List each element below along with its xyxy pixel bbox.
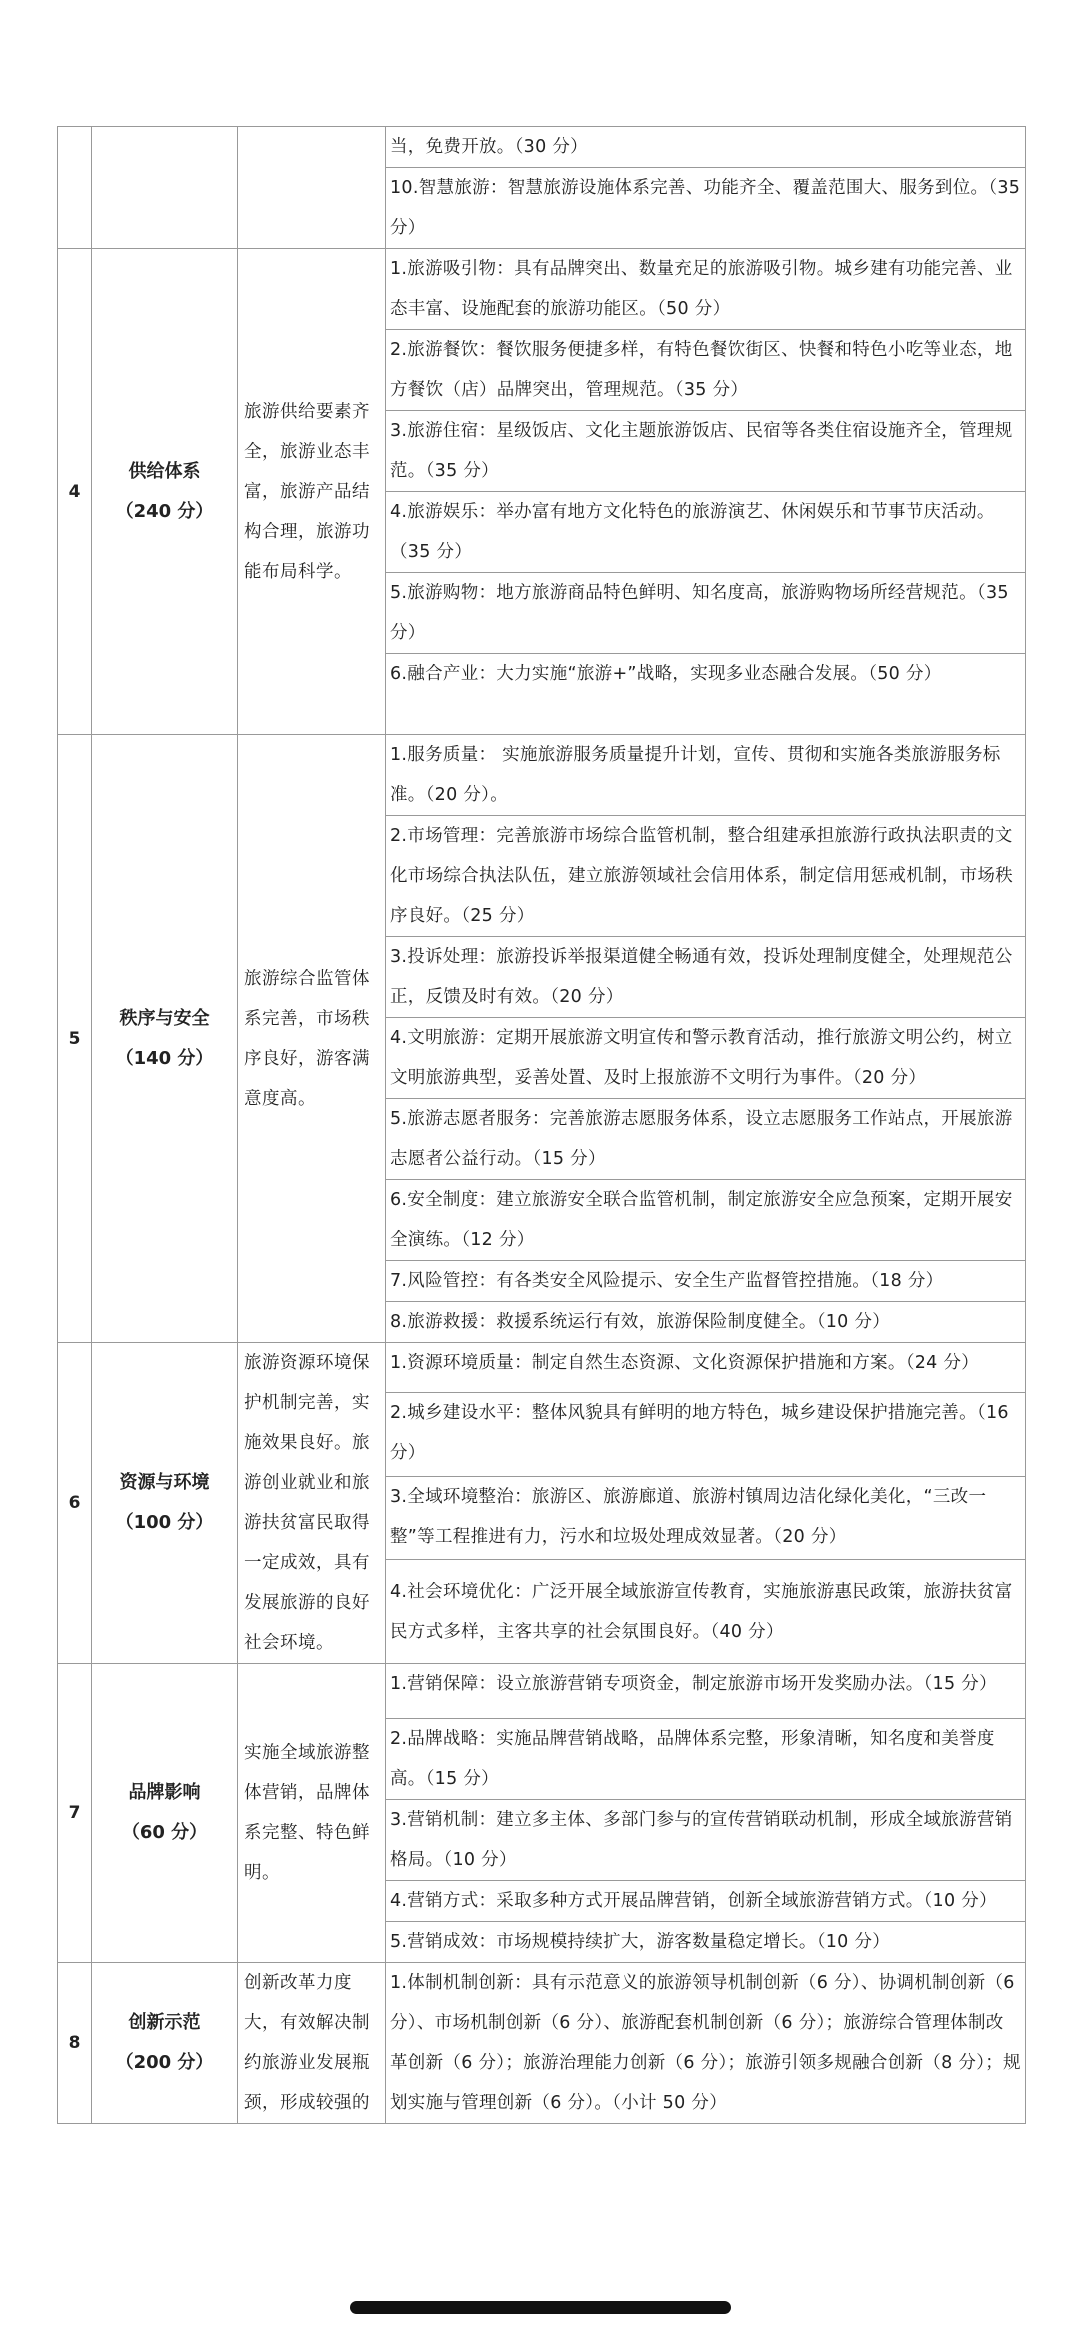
- criterion-item: 4.营销方式：采取多种方式开展品牌营销，创新全域旅游营销方式。（10 分）: [386, 1881, 1026, 1922]
- requirement-text: 创新改革力度大，有效解决制约旅游业发展瓶颈，形成较强的: [238, 1963, 386, 2124]
- category-cell: [92, 249, 238, 735]
- criterion-item: 6.融合产业：大力实施“旅游+”战略，实现多业态融合发展。（50 分）: [386, 654, 1026, 735]
- criterion-item: 8.旅游救援：救援系统运行有效，旅游保险制度健全。（10 分）: [386, 1302, 1026, 1343]
- home-indicator[interactable]: [350, 2301, 731, 2314]
- criterion-item: 2.品牌战略：实施品牌营销战略，品牌体系完整，形象清晰，知名度和美誉度高。（15 分）: [386, 1719, 1026, 1800]
- category-name: 品牌影响: [128, 1782, 201, 1803]
- criterion-item: 2.城乡建设水平：整体风貌具有鲜明的地方特色，城乡建设保护措施完善。（16 分）: [386, 1393, 1026, 1476]
- criterion-item: 1.体制机制创新：具有示范意义的旅游领导机制创新（6 分）、协调机制创新（6 分）、市场机制创新（6 分）、旅游配套机制创新（6 分）；旅游综合管理体制改革创新（6 分）；旅游治理能力创新（6 分）；旅游引领多规融合创新（8 分）；规划实施与管理创新（6 分）。（小计 50 分）: [386, 1963, 1026, 2124]
- category-score: （60 分）: [121, 1822, 208, 1843]
- criterion-item: 7.风险管控：有各类安全风险提示、安全生产监督管控措施。（18 分）: [386, 1261, 1026, 1302]
- category-name: 秩序与安全: [119, 1007, 210, 1029]
- category-score: （200 分）: [115, 2052, 214, 2073]
- row-number: 4: [58, 249, 92, 735]
- category-cell: [92, 1664, 238, 1963]
- criterion-item: 当，免费开放。（30 分）: [386, 127, 1026, 168]
- criterion-item: 3.营销机制：建立多主体、多部门参与的宣传营销联动机制，形成全域旅游营销格局。（10 分）: [386, 1800, 1026, 1881]
- category-name: 资源与环境: [119, 1472, 210, 1493]
- table-row: [58, 1963, 1026, 2124]
- criterion-item: 3.全域环境整治：旅游区、旅游廊道、旅游村镇周边洁化绿化美化，“三改一整”等工程推进有力，污水和垃圾处理成效显著。（20 分）: [386, 1476, 1026, 1559]
- row-number: 5: [58, 735, 92, 1343]
- table-row: [58, 735, 1026, 816]
- table-row: [58, 1664, 1026, 1719]
- criterion-item: 2.旅游餐饮：餐饮服务便捷多样，有特色餐饮街区、快餐和特色小吃等业态，地方餐饮（店）品牌突出，管理规范。（35 分）: [386, 330, 1026, 411]
- category-cell: [92, 1963, 238, 2124]
- criterion-item: 3.旅游住宿：星级饭店、文化主题旅游饭店、民宿等各类住宿设施齐全，管理规范。（35 分）: [386, 411, 1026, 492]
- category-score: （100 分）: [115, 1512, 214, 1533]
- row-number: 8: [58, 1963, 92, 2124]
- criterion-item: 1.服务质量： 实施旅游服务质量提升计划，宣传、贯彻和实施各类旅游服务标准。（20 分）。: [386, 735, 1026, 816]
- criterion-item: 4.社会环境优化：广泛开展全域旅游宣传教育，实施旅游惠民政策，旅游扶贫富民方式多样，主客共享的社会氛围良好。（40 分）: [386, 1560, 1026, 1664]
- row-number: 7: [58, 1664, 92, 1963]
- category-cell: [92, 735, 238, 1343]
- requirement-text: 旅游资源环境保护机制完善，实施效果良好。旅游创业就业和旅游扶贫富民取得一定成效，具有发展旅游的良好社会环境。: [238, 1343, 386, 1664]
- evaluation-table: [57, 126, 1026, 2124]
- criterion-item: 1.营销保障：设立旅游营销专项资金，制定旅游市场开发奖励办法。（15 分）: [386, 1664, 1026, 1719]
- category-cell: [92, 1343, 238, 1664]
- row-number: 6: [58, 1343, 92, 1664]
- criterion-item: 4.旅游娱乐：举办富有地方文化特色的旅游演艺、休闲娱乐和节事节庆活动。（35 分）: [386, 492, 1026, 573]
- criterion-item: 5.营销成效：市场规模持续扩大，游客数量稳定增长。（10 分）: [386, 1922, 1026, 1963]
- criterion-item: 4.文明旅游：定期开展旅游文明宣传和警示教育活动，推行旅游文明公约，树立文明旅游典型，妥善处置、及时上报旅游不文明行为事件。（20 分）: [386, 1018, 1026, 1099]
- category-name: 供给体系: [128, 460, 201, 482]
- requirement-text: 旅游综合监管体系完善，市场秩序良好，游客满意度高。: [238, 735, 386, 1343]
- table-row: [58, 1343, 1026, 1393]
- criterion-item: 2.市场管理：完善旅游市场综合监管机制，整合组建承担旅游行政执法职责的文化市场综合执法队伍，建立旅游领域社会信用体系，制定信用惩戒机制，市场秩序良好。（25 分）: [386, 816, 1026, 937]
- criterion-item: 5.旅游购物：地方旅游商品特色鲜明、知名度高，旅游购物场所经营规范。（35 分）: [386, 573, 1026, 654]
- criterion-item: 1.旅游吸引物：具有品牌突出、数量充足的旅游吸引物。城乡建有功能完善、业态丰富、设施配套的旅游功能区。（50 分）: [386, 249, 1026, 330]
- table-row: [58, 249, 1026, 330]
- requirement-cell: [238, 127, 386, 249]
- category-score: （240 分）: [115, 500, 214, 522]
- criterion-item: 6.安全制度：建立旅游安全联合监管机制，制定旅游安全应急预案，定期开展安全演练。（12 分）: [386, 1180, 1026, 1261]
- category-name: 创新示范: [128, 2012, 201, 2033]
- criterion-item: 1.资源环境质量：制定自然生态资源、文化资源保护措施和方案。（24 分）: [386, 1343, 1026, 1393]
- category-cell: [92, 127, 238, 249]
- criterion-item: 5.旅游志愿者服务：完善旅游志愿服务体系，设立志愿服务工作站点，开展旅游志愿者公益行动。（15 分）: [386, 1099, 1026, 1180]
- table-row: [58, 127, 1026, 168]
- criterion-item: 10.智慧旅游：智慧旅游设施体系完善、功能齐全、覆盖范围大、服务到位。（35 分）: [386, 168, 1026, 249]
- criterion-item: 3.投诉处理：旅游投诉举报渠道健全畅通有效，投诉处理制度健全，处理规范公正，反馈及时有效。（20 分）: [386, 937, 1026, 1018]
- num-cell: [58, 127, 92, 249]
- category-score: （140 分）: [115, 1047, 214, 1069]
- requirement-text: 实施全域旅游整体营销，品牌体系完整、特色鲜明。: [238, 1664, 386, 1963]
- requirement-text: 旅游供给要素齐全，旅游业态丰富，旅游产品结构合理，旅游功能布局科学。: [238, 249, 386, 735]
